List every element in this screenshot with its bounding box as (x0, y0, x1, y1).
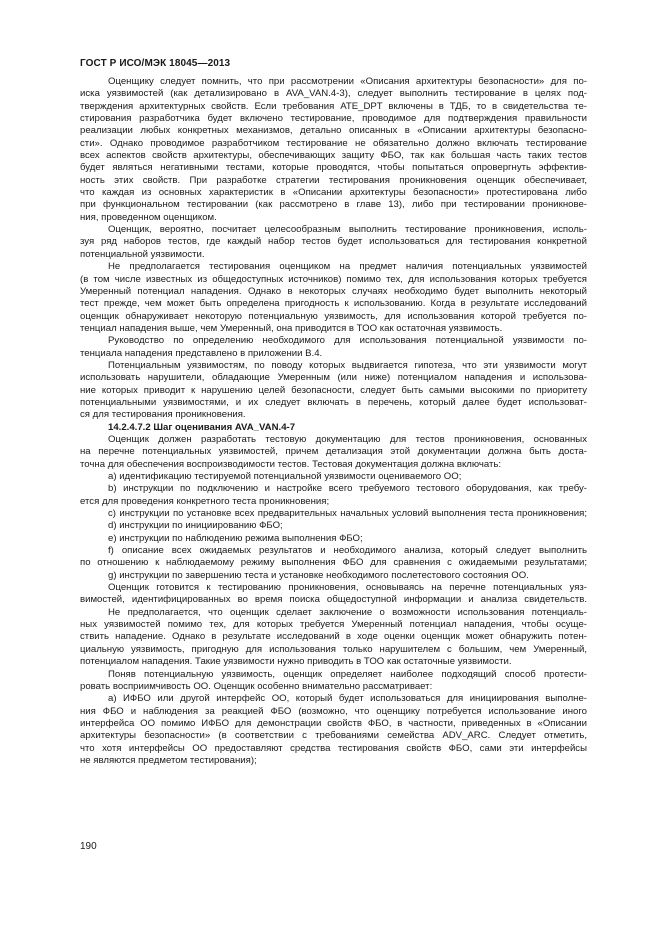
text-line: что хотя интерфейсы ОО предоставляют средства тестирования свойств ФБО, сами эти интерфейсы (80, 742, 587, 754)
text-line: d) инструкции по инициированию ФБО; (108, 520, 283, 532)
text-line: g) инструкции по завершению теста и установке необходимого послетестового состояния ОО. (108, 569, 529, 581)
text-line: ется для проведения конкретного теста проникновения; (80, 495, 330, 507)
text-line: будет являться негативными тестами, которые проводятся, чтобы попытаться опровергнуть эффектив- (80, 162, 587, 174)
text-line: по отношению к наблюдаемому режиму выполнения ФБО для сравнения с ожидаемыми результатами; (80, 557, 587, 569)
text-line: потенциальными уязвимостями, и их следует включать в перечень, который далее будет использоват- (80, 396, 587, 408)
text-line: Руководство по определению необходимого для использования потенциальной уязвимости по- (108, 335, 587, 347)
text-line: Оценщик, вероятно, посчитает целесообразным выполнить тестирование проникновения, исполь- (108, 224, 587, 236)
text-line: (в том числе известных из общедоступных источников) помимо тех, для использования которых требуется (80, 273, 587, 285)
text-line: использовать нарушители, обладающие Умеренным (или ниже) потенциалом нападения и использова- (80, 372, 587, 384)
text-line: стирования разработчика будет включено тестирование, проводимое для подтверждения правильности (80, 113, 587, 125)
text-line: тверждения архитектурных свойств. Если требования ATE_DPT включены в ТДБ, то в свидетельства те- (80, 100, 587, 112)
text-line: Поняв потенциальную уязвимость, оценщик определяет наиболее подходящий способ протести- (108, 668, 587, 680)
text-line: не являются предметом тестирования); (80, 754, 257, 766)
text-line: Оценщику следует помнить, что при рассмотрении «Описания архитектуры безопасности» для по- (108, 76, 587, 87)
text-line: ния ФБО и наблюдения за реакцией ФБО (возможно, что оценщику потребуется использование иного (80, 705, 587, 717)
text-line: ность этих свойств. При разработке стратегии тестирования проникновения оценщик обеспечивает, (80, 174, 587, 186)
text-line: Оценщик должен разработать тестовую документацию для тестов проникновения, основанных (108, 433, 587, 445)
text-line: ние которых приводит к нарушению целей безопасности, следует быть самыми высокими по приоритету (80, 384, 587, 396)
text-line: тенциал нападения выше, чем Умеренный, она приводится в ТОО как остаточная уязвимость. (80, 322, 503, 334)
text-line: иска уязвимостей (как детализировано в AVA_VAN.4-3), следует выполнить тестирование в целях под- (80, 88, 587, 100)
text-line: a) ИФБО или другой интерфейс ОО, который будет использоваться для инициирования выполне- (108, 693, 587, 705)
text-line: ния, проведенном оценщиком. (80, 211, 217, 223)
text-line: реализации любых конкретных механизмов, детально описанных в «Описании архитектуры безопасно- (80, 125, 587, 137)
text-line: f) описание всех ожидаемых результатов и необходимого анализа, который следует выполнить (108, 545, 587, 557)
text-line: e) инструкции по наблюдению режима выполнения ФБО; (108, 532, 363, 544)
text-line: b) инструкции по подключению и настройке всего требуемого тестового оборудования, как требу- (108, 483, 587, 495)
text-line: при функциональном тестировании (как рассмотрено в главе 13), либо при тестировании проникнове- (80, 199, 587, 211)
text-line: Не предполагается, что оценщик сделает заключение о возможности использования потенциаль- (108, 606, 587, 618)
section-heading: 14.2.4.7.2 Шаг оценивания AVA_VAN.4-7 (108, 421, 296, 433)
text-line: Оценщик готовится к тестированию проникновения, основываясь на перечне потенциальных уяз- (108, 582, 587, 594)
document-header: ГОСТ Р ИСО/МЭК 18045—2013 (80, 58, 231, 69)
text-line: ся для тестирования проникновения. (80, 409, 246, 421)
text-line: интерфейса ОО помимо ИФБО для демонстрации свойств ФБО, в частности, приведенных в «Описании (80, 717, 587, 729)
text-line: точна для обеспечения воспроизводимости тестов. Тестовая документация должна включать: (80, 458, 502, 470)
text-line: циальную уязвимость, пригодную для использования только нарушителем с большим, чем Умеренный, (80, 643, 587, 655)
text-line: ствить нападение. Однако в результате исследований в ходе оценки оценщик может обнаружить потен- (80, 631, 587, 643)
text-line: оценщик обнаруживает некоторую потенциальную уязвимость, для использования которой требуется по- (80, 310, 587, 322)
text-line: c) инструкции по установке всех предварительных начальных условий выполнения теста проникновения; (108, 508, 587, 520)
text-line: вимостей, идентифицированных во время поиска общедоступной информации и анализа свидетельств. (80, 594, 587, 606)
text-line: a) идентификацию тестируемой потенциальной уязвимости оцениваемого ОО; (108, 471, 462, 482)
text-line: тенциала нападения представлено в приложении В.4. (80, 347, 323, 359)
text-line: всех аспектов свойств архитектуры, обеспечивающих защиту ФБО, так как большая часть таких тестов (80, 150, 587, 162)
text-line: тест прежде, чем может быть определена пригодность к использованию. Когда в результате исследований (80, 298, 587, 310)
text-line: сти». Однако проводимое разработчиком тестирование не обязательно должно включать тестирование (80, 137, 587, 149)
text-line: Потенциальным уязвимостям, по поводу которых выдвигается гипотеза, что эти уязвимости могут (108, 359, 587, 371)
text-line: архитектуры безопасности» (в соответствии с требованиями семейства ADV_ARC. Следует отметить, (80, 730, 587, 742)
text-line: на перечне потенциальных уязвимостей, причем детализация этой документации должна быть доста- (80, 446, 587, 458)
text-line: потенциальной уязвимости. (80, 248, 205, 260)
text-line: ровать восприимчивость ОО. Оценщик особенно внимательно рассматривает: (80, 680, 433, 692)
body-text (80, 76, 587, 767)
text-line: что каждая из основных характеристик в «Описании архитектуры безопасности» протестирована либо (80, 187, 587, 199)
text-line: потенциалом нападения. Такие уязвимости нужно приводить в ТОО как остаточные уязвимости. (80, 656, 512, 668)
text-line: Умеренный потенциал нападения. Однако в некоторых случаях необходимо будет выполнить некоторый (80, 285, 587, 297)
page-number: 190 (80, 841, 97, 852)
text-line: ных уязвимостей помимо тех, для которых требуется Умеренный потенциал нападения, чтобы осуще- (80, 619, 587, 631)
text-line: зуя ряд наборов тестов, где каждый набор тестов будет использоваться для тестирования конкретной (80, 236, 587, 248)
text-line: Не предполагается тестирования оценщиком на предмет наличия потенциальных уязвимостей (108, 261, 587, 273)
